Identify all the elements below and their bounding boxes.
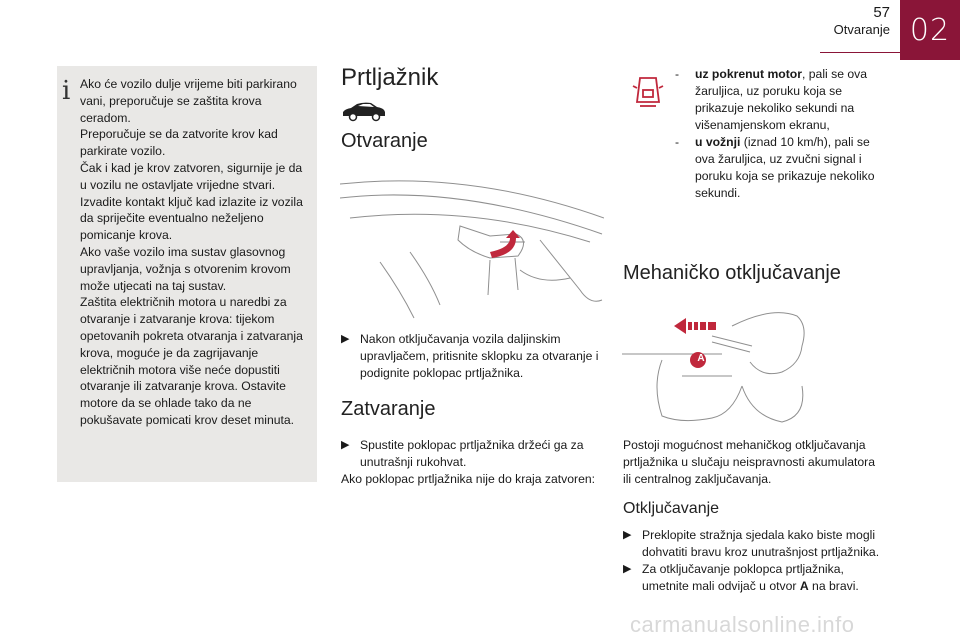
warning-item-text: , pali se ova žaruljica, uz poruku koja se prikazuje nekoliko sekundi na višenamjenskom ekranu, <box>695 67 868 132</box>
unlocking-step-2-bold: A <box>799 579 809 593</box>
info-icon: i <box>62 76 71 106</box>
bullet-arrow-icon: ▶ <box>341 333 350 345</box>
bullet-arrow-icon: ▶ <box>623 563 632 575</box>
mechanical-unlock-illustration <box>622 306 808 426</box>
closing-heading: Zatvaranje <box>341 398 436 420</box>
warning-item-engine-running: - uz pokrenut motor, pali se ova žaruljica, uz poruku koja se prikazuje nekoliko sekundi na višenamjenskom ekranu, <box>675 67 868 132</box>
header-rule <box>820 52 900 53</box>
unlocking-heading: Otključavanje <box>623 500 720 517</box>
opening-instruction <box>341 331 603 382</box>
warning-item-driving: - u vožnji (iznad 10 km/h), pali se ova žaruljica, uz zvučni signal i poruku koja se prikazuje nekoliko sekundi. <box>675 135 875 200</box>
open-trunk-warning-icon <box>632 70 664 110</box>
page-title: Prtljažnik <box>341 64 439 91</box>
warning-item-text: (iznad 10 km/h), pali se ova žaruljica, uz zvučni signal i poruku koja se prikazuje nekoliko sekundi. <box>695 135 875 200</box>
unlocking-step-2-text: Za otključavanje poklopca prtljažnika, umetnite mali odvijač u otvor <box>642 562 844 593</box>
opening-instruction-text: Nakon otključavanja vozila daljinskim upravljačem, pritisnite sklopku za otvaranje i podignite poklopac prtljažnika. <box>360 332 599 380</box>
bullet-arrow-icon: ▶ <box>623 529 632 541</box>
section-name: Otvaranje <box>833 22 890 37</box>
mechanical-unlock-heading: Mehaničko otključavanje <box>623 262 841 284</box>
unlocking-step-2 <box>623 561 887 595</box>
unlocking-step-2-end: na bravi. <box>808 579 859 593</box>
warning-item-bold: u vožnji <box>695 135 741 149</box>
sedan-car-icon <box>341 100 387 122</box>
bullet-arrow-icon: ▶ <box>341 439 350 451</box>
chapter-tab[interactable]: 02 <box>900 0 960 60</box>
closing-instruction-text: Spustite poklopac prtljažnika držeći ga za unutrašnji rukohvat. <box>360 438 584 469</box>
mechanical-unlock-text: Postoji mogućnost mehaničkog otključavanja prtljažnika u slučaju neispravnosti akumulatora ili centralnog zaključavanja. <box>623 438 876 486</box>
opening-heading: Otvaranje <box>341 130 428 152</box>
callout-label-a: A <box>697 353 705 364</box>
trunk-switch-illustration <box>340 170 604 320</box>
closing-instruction <box>341 437 603 471</box>
unlocking-step-1-text: Preklopite stražnja sjedala kako biste mogli dohvatiti bravu kroz unutrašnjost prtljažnika. <box>642 528 880 559</box>
warning-item-bold: uz pokrenut motor <box>695 67 802 81</box>
watermark[interactable]: carmanualsonline.info <box>630 612 855 637</box>
closing-note: Ako poklopac prtljažnika nije do kraja zatvoren: <box>341 472 596 486</box>
page-number: 57 <box>873 4 890 21</box>
warning-list <box>675 66 885 202</box>
unlocking-step-1 <box>623 527 887 561</box>
info-text: Ako će vozilo dulje vrijeme biti parkirano vani, preporučuje se zaštita krova ceradom. Preporučuje se da zatvorite krov kad parkirate vozilo. Čak i kad je krov zatvoren, sigurnije je da u vozilu ne ostavljate vrijedne stvari. Izvadite kontakt ključ kad izlazite iz vozila da spriječite eventualno neželjeno pomicanje krova. Ako vaše vozilo ima sustav glasovnog upravljanja, vožnja s otvorenim krovom može utjecati na taj sustav. Zaštita električnih motora u naredbi za otvaranje i zatvaranje krova: tijekom opetovanih pokreta otvaranja i zatvaranja krova, moguće je da zagrijavanje električnih motora više neće dopustiti otvaranje ili zatvaranje krova. Ostavite motore da se ohlade tako da ne pokušavate pomicati krov deset minuta. <box>80 77 303 427</box>
